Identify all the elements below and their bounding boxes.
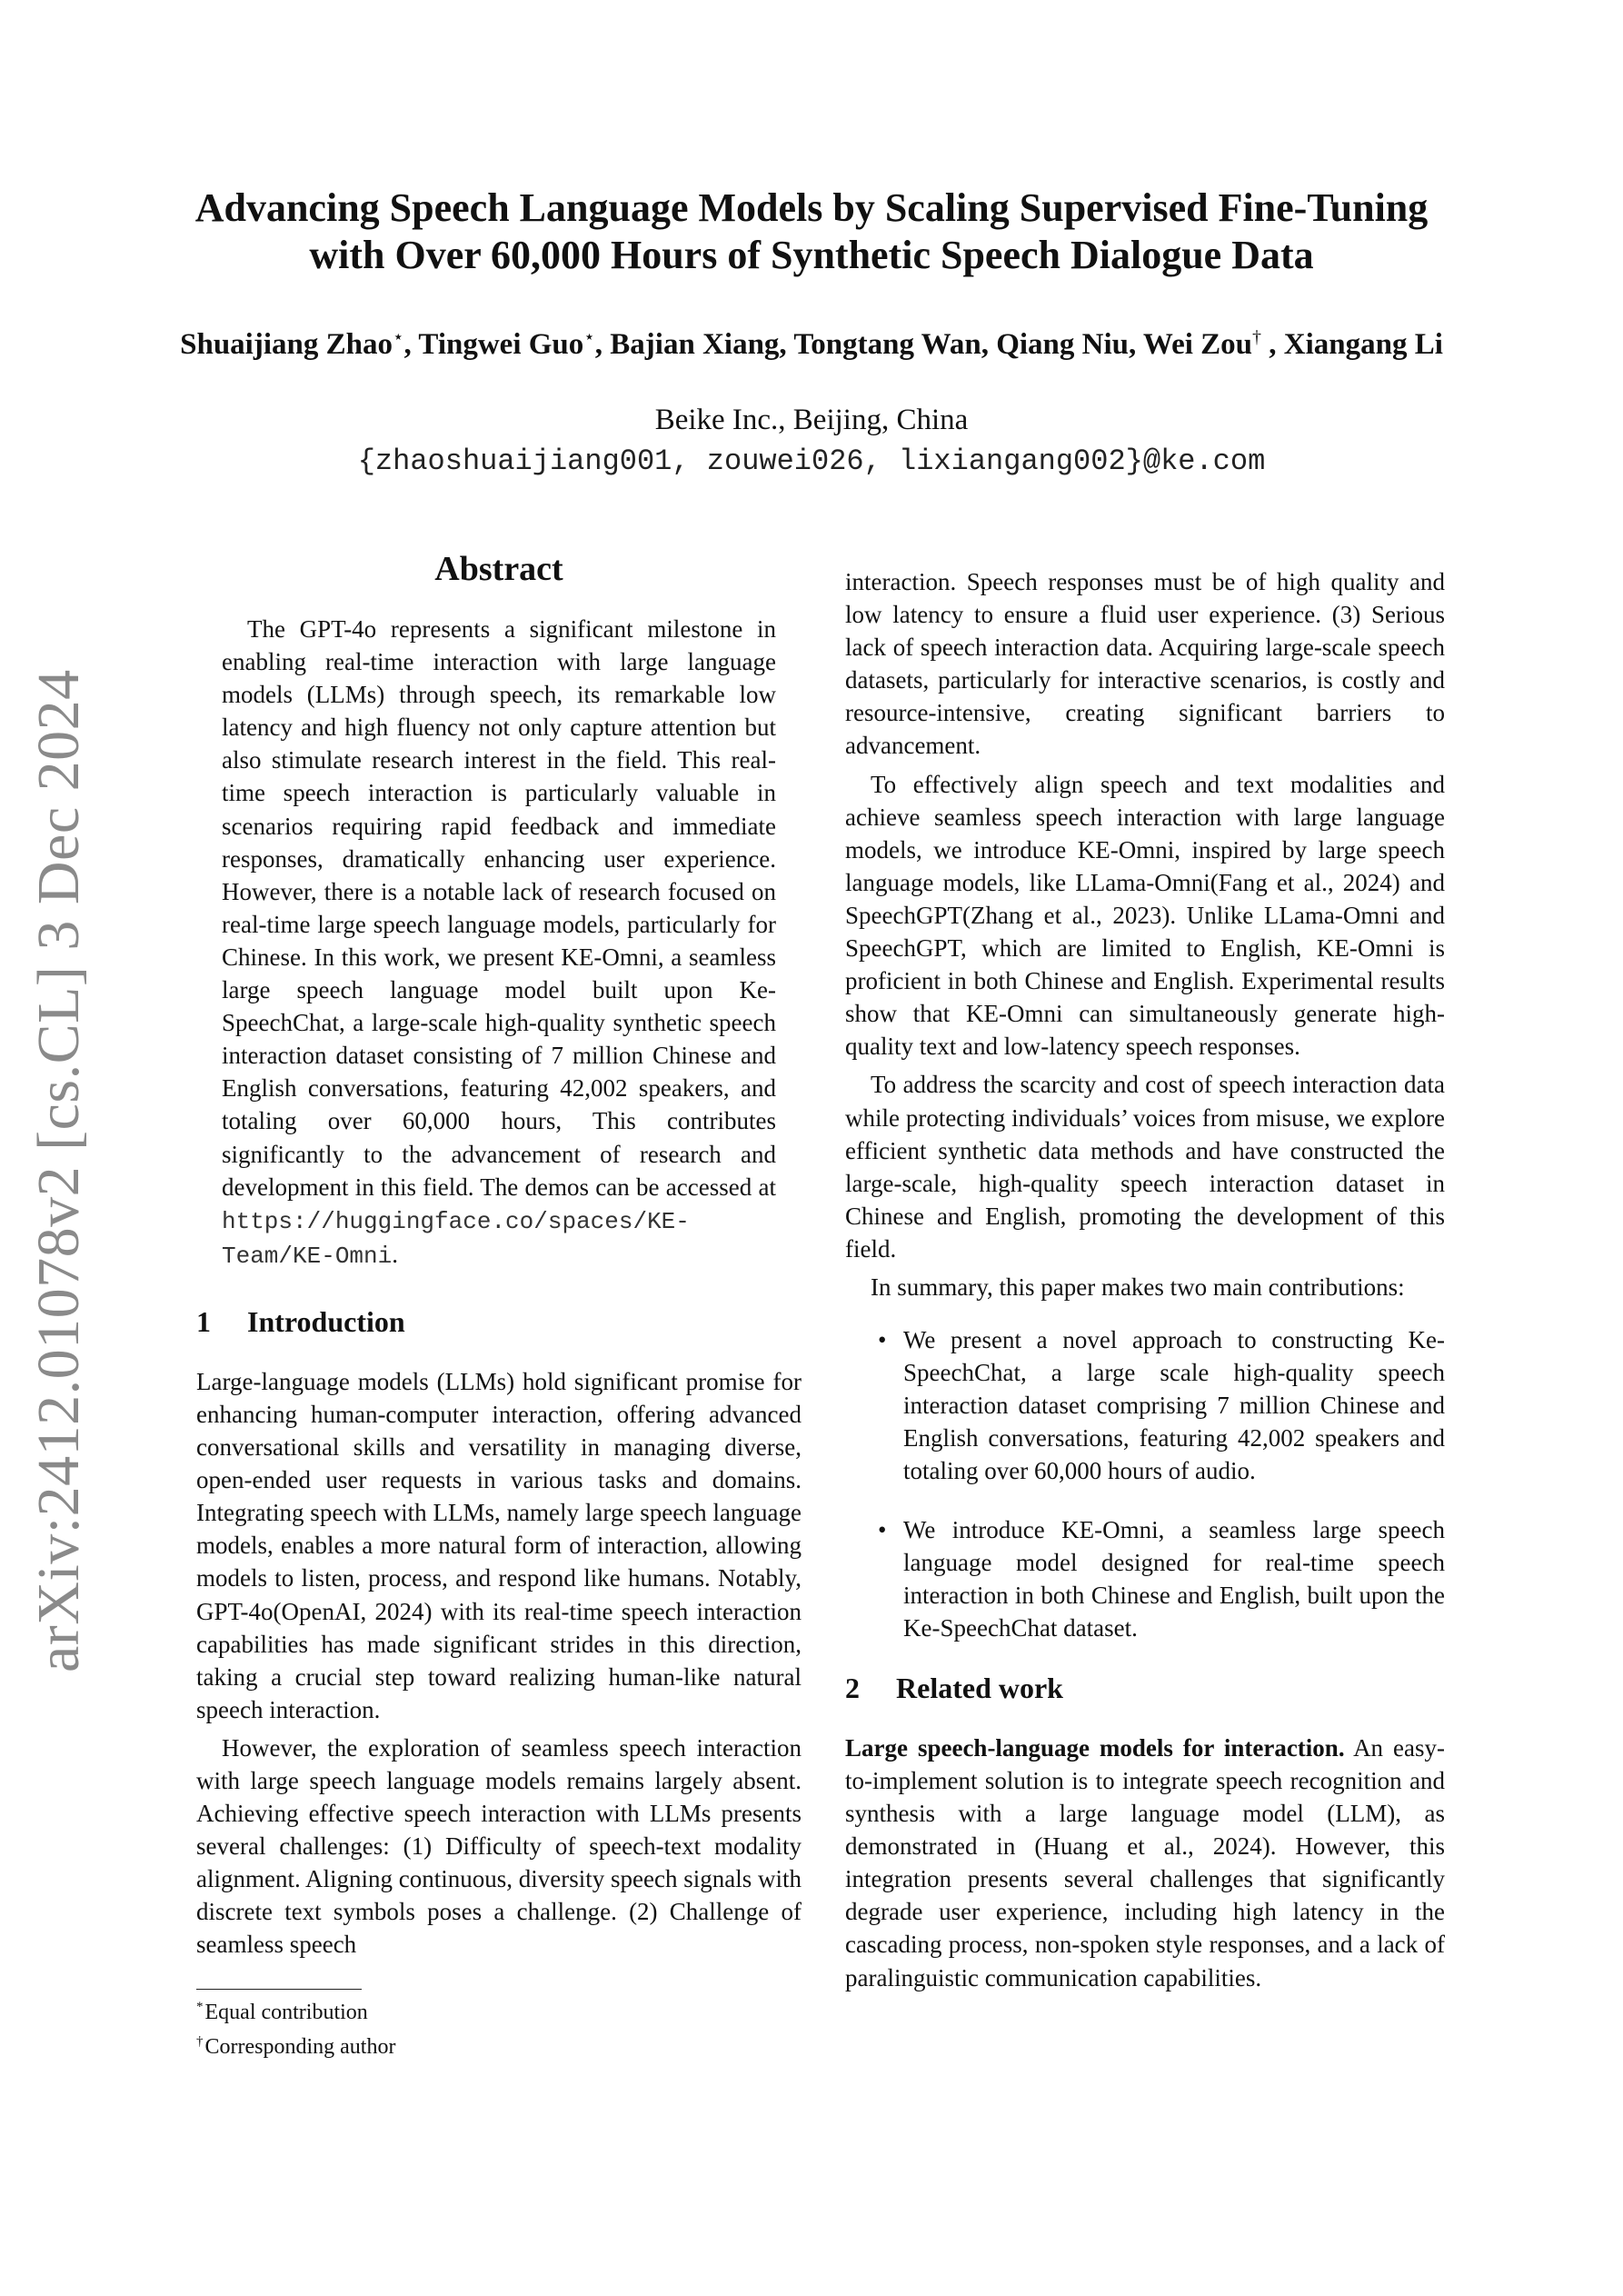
- section-title: Introduction: [247, 1304, 405, 1338]
- intro-paragraph-1: Large-language models (LLMs) hold significant promise for enhancing human-computer interaction, offering advanced conversational skills and versatility in managing diverse, open-ended user requests in various tasks and domains. Integrating speech with LLMs, namely large speech language models, enables a more natural form of interaction, allowing models to listen, process, and respond like humans. Notably, GPT-4o(OpenAI, 2024) with its real-time speech interaction capabilities has made significant strides in this direction, taking a crucial step toward realizing human-like natural speech interaction.: [196, 1367, 802, 1723]
- section-heading-introduction: [196, 1303, 802, 1340]
- paper-title: [136, 185, 1487, 279]
- left-column: [196, 547, 802, 2068]
- title-line-2: with Over 60,000 Hours of Synthetic Speech Dialogue Data: [309, 233, 1314, 277]
- author-last: Xiangang Li: [1283, 328, 1443, 361]
- contribution-2: We introduce KE-Omni, a seamless large speech language model designed for real-time speech interaction in both Chinese and English, built upon the Ke-SpeechChat dataset.: [903, 1515, 1445, 1642]
- intro-paragraph-3: To effectively align speech and text modalities and achieve seamless speech interaction with large language models, we introduce KE-Omni, inspired by large speech language models, like LLama-Omni(Fang et al., 2024) and SpeechGPT(Zhang et al., 2023). Unlike LLama-Omni and SpeechGPT, which are limited to English, KE-Omni is proficient in both Chinese and English. Experimental results show that KE-Omni can simultaneously generate high-quality text and low-latency speech responses.: [845, 770, 1445, 1061]
- contributions-list: [845, 1323, 1445, 1644]
- equal-contrib-mark-1: ⋆: [392, 327, 404, 347]
- author-2: Tingwei Guo: [418, 328, 584, 361]
- author-emails: {zhaoshuaijiang001, zouwei026, lixiangang002}@ke.com: [357, 444, 1266, 478]
- list-item: [845, 1513, 1445, 1644]
- corresponding-mark: †: [1252, 327, 1261, 347]
- right-column: [845, 565, 1445, 2000]
- equal-contrib-mark-2: ⋆: [583, 327, 595, 347]
- bullet-icon: •: [878, 1326, 887, 1354]
- author-list: Shuaijiang Zhao⋆, Tingwei Guo⋆, Bajian Xiang, Tongtang Wan, Qiang Niu, Wei Zou† , Xiangang Li: [180, 327, 1443, 361]
- intro-paragraph-5: In summary, this paper makes two main contributions:: [871, 1273, 1405, 1301]
- authors-middle: Bajian Xiang, Tongtang Wan, Qiang Niu, Wei Zou: [610, 328, 1252, 361]
- arxiv-watermark: [20, 669, 111, 1672]
- contribution-1: We present a novel approach to constructing Ke-SpeechChat, a large scale high-quality speech interaction dataset comprising 7 million Chinese and English conversations, featuring 42,002 speakers and totaling over 60,000 hours of audio.: [903, 1326, 1445, 1485]
- footnote-equal-contribution: [196, 1999, 802, 2026]
- footnote-rule: [196, 1989, 362, 1990]
- related-paragraph: [845, 1732, 1445, 1994]
- abstract-heading: Abstract: [434, 550, 563, 588]
- section-number: 2: [845, 1671, 860, 1704]
- arxiv-watermark-text: arXiv:2412.01078v2 [cs.CL] 3 Dec 2024: [25, 669, 92, 1672]
- footnote-mark: †: [196, 2033, 204, 2049]
- abstract-text: The GPT-4o represents a significant milestone in enabling real-time interaction with large language models (LLMs) through speech, its remarkable low latency and high fluency not only capture attention but also stimulate research interest in the field. This real-time speech interaction is particularly valuable in scenarios requiring rapid feedback and immediate responses, dramatically enhancing user experience. However, there is a notable lack of research focused on real-time large speech language models, particularly for Chinese. In this work, we present KE-Omni, a seamless large speech language model built upon Ke-SpeechChat, a large-scale high-quality synthetic speech interaction dataset consisting of 7 million Chinese and English conversations, featuring 42,002 speakers, and totaling over 60,000 hours, This contributes significantly to the advancement of research and development in this field. The demos can be accessed at: [222, 615, 776, 1201]
- related-text: An easy-to-implement solution is to integrate speech recognition and synthesis with a large language model (LLM), as demonstrated in (Huang et al., 2024). However, this integration presents several challenges that significantly degrade user experience, including high latency in the cascading process, non-spoken style responses, and a lack of paralinguistic communication capabilities.: [845, 1733, 1445, 1992]
- footnote-corresponding-author: [196, 2033, 802, 2061]
- affiliation: Beike Inc., Beijing, China: [654, 404, 969, 436]
- section-heading-related-work: [845, 1670, 1445, 1706]
- list-item: [845, 1323, 1445, 1487]
- intro-paragraph-2: However, the exploration of seamless speech interaction with large speech language models remains largely absent. Achieving effective speech interaction with LLMs presents several challenges: (1) Difficulty of speech-text modality alignment. Aligning continuous, diversity speech signals with discrete text symbols poses a challenge. (2) Challenge of seamless speech: [196, 1733, 802, 1959]
- footnote-text: Equal contribution: [204, 2000, 368, 2024]
- section-number: 1: [196, 1304, 211, 1338]
- footnote-mark: *: [196, 1999, 204, 2014]
- section-title: Related work: [896, 1671, 1063, 1704]
- intro-paragraph-4: To address the scarcity and cost of speech interaction data while protecting individuals’ voices from misuse, we explore efficient synthetic data methods and have constructed the large-scale, high-quality speech interaction dataset in Chinese and English, promoting the development of this field.: [845, 1071, 1445, 1263]
- footnote-text: Corresponding author: [204, 2034, 396, 2059]
- intro-paragraph-continued: interaction. Speech responses must be of high quality and low latency to ensure a fluid user experience. (3) Serious lack of speech interaction data. Acquiring large-scale speech datasets, particularly for interactive scenarios, is costly and resource-intensive, creating significant barriers to advancement.: [845, 568, 1445, 760]
- author-1: Shuaijiang Zhao: [180, 328, 393, 361]
- abstract-body: [196, 613, 802, 1273]
- abstract-end: .: [392, 1240, 398, 1268]
- title-line-1: Advancing Speech Language Models by Scaling Supervised Fine-Tuning: [194, 185, 1429, 230]
- demo-url-link[interactable]: https://huggingface.co/spaces/KE-Team/KE-Omni: [222, 1207, 690, 1270]
- bullet-icon: •: [878, 1515, 887, 1543]
- paragraph-runin-heading: Large speech-language models for interaction.: [845, 1733, 1345, 1762]
